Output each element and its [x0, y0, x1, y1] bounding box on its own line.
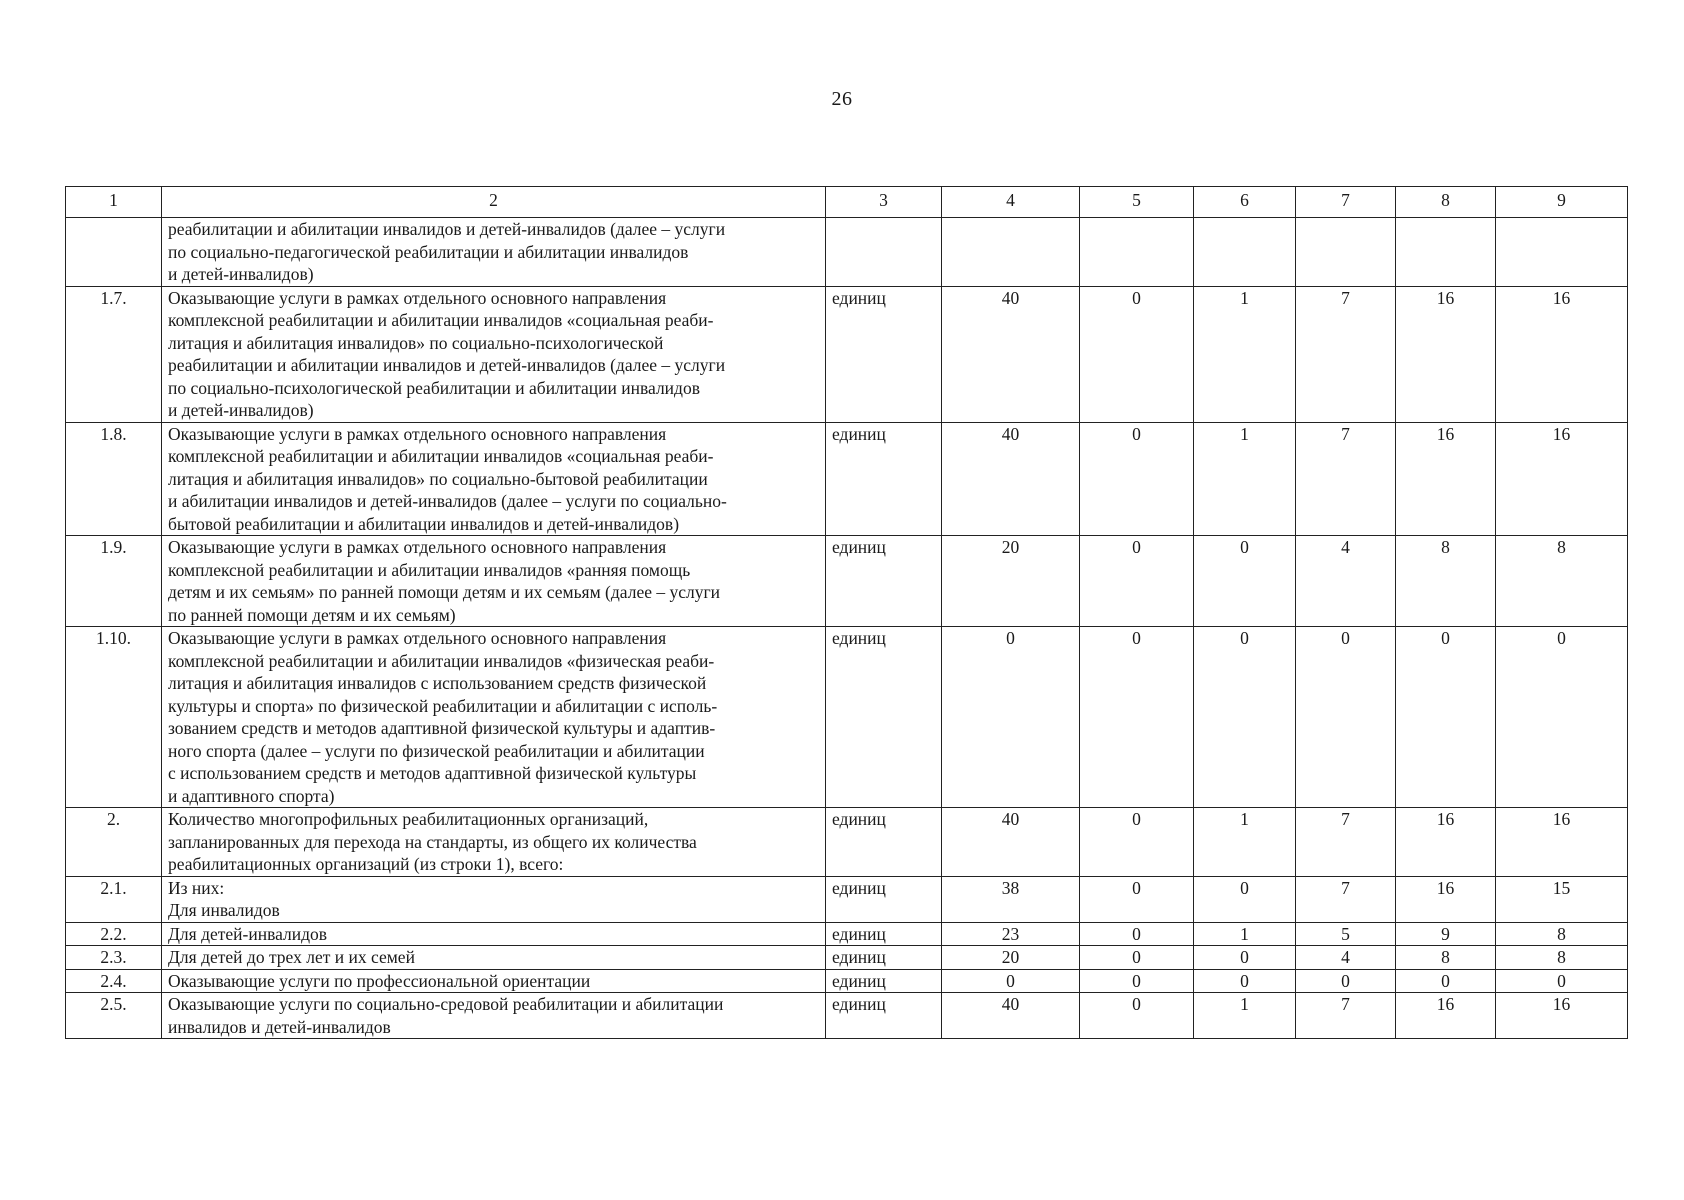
- row-value: 1: [1194, 993, 1296, 1039]
- description-line: ного спорта (далее – услуги по физической реабилитации и абилитации: [168, 740, 705, 761]
- row-value: 0: [1080, 808, 1194, 877]
- row-description: [162, 969, 826, 993]
- row-value: 0: [1080, 536, 1194, 627]
- row-unit: единиц: [826, 922, 942, 946]
- row-value: 16: [1396, 876, 1496, 922]
- row-value: 15: [1496, 876, 1628, 922]
- row-value: 0: [1080, 286, 1194, 422]
- row-number: 1.10.: [66, 627, 162, 808]
- description-line: комплексной реабилитации и абилитации инвалидов «социальная реаби-: [168, 310, 714, 330]
- row-value: 38: [942, 876, 1080, 922]
- description-line: литация и абилитация инвалидов с использованием средств физической: [168, 673, 707, 693]
- description-line: Из них:: [168, 877, 225, 898]
- table-row: [66, 422, 1628, 536]
- description-line: Оказывающие услуги в рамках отдельного основного направления: [168, 287, 667, 308]
- row-value: 16: [1496, 808, 1628, 877]
- description-line: Оказывающие услуги в рамках отдельного основного направления: [168, 423, 667, 444]
- row-value: 16: [1396, 808, 1496, 877]
- description-line: Количество многопрофильных реабилитационных организаций,: [168, 809, 649, 829]
- column-header: 6: [1194, 187, 1296, 218]
- column-header: 2: [162, 187, 826, 218]
- column-header: 7: [1296, 187, 1396, 218]
- row-value: 40: [942, 286, 1080, 422]
- row-unit: единиц: [826, 993, 942, 1039]
- row-value: 9: [1396, 922, 1496, 946]
- description-line: Оказывающие услуги в рамках отдельного основного направления: [168, 628, 667, 648]
- row-unit: единиц: [826, 946, 942, 970]
- page-number: 26: [831, 88, 853, 110]
- description-line: по ранней помощи детям и их семьям): [168, 604, 456, 625]
- row-unit: единиц: [826, 876, 942, 922]
- description-line: литация и абилитация инвалидов» по социально-бытовой реабилитации: [168, 468, 708, 489]
- row-value: 0: [1194, 876, 1296, 922]
- description-line: бытовой реабилитации и абилитации инвалидов и детей-инвалидов): [168, 513, 680, 534]
- row-description: [162, 627, 826, 808]
- row-value: 0: [1194, 627, 1296, 808]
- row-unit: единиц: [826, 422, 942, 536]
- description-line: инвалидов и детей-инвалидов: [168, 1016, 391, 1037]
- header-row: [66, 187, 1628, 218]
- row-description: [162, 993, 826, 1039]
- row-value: 0: [1296, 969, 1396, 993]
- row-value: 16: [1496, 286, 1628, 422]
- row-description: [162, 808, 826, 877]
- row-number: 1.7.: [66, 286, 162, 422]
- row-number: 2.5.: [66, 993, 162, 1039]
- table-row: [66, 627, 1628, 808]
- description-line: реабилитации и абилитации инвалидов и детей-инвалидов (далее – услуги: [168, 355, 726, 375]
- row-value: 0: [1194, 946, 1296, 970]
- row-value: 5: [1296, 922, 1396, 946]
- row-value: 1: [1194, 808, 1296, 877]
- description-line: и адаптивного спорта): [168, 785, 335, 806]
- description-line: с использованием средств и методов адаптивной физической культуры: [168, 763, 697, 783]
- table-row: [66, 946, 1628, 970]
- row-value: [1496, 218, 1628, 287]
- row-value: 0: [1496, 627, 1628, 808]
- row-description: [162, 946, 826, 970]
- row-value: 20: [942, 536, 1080, 627]
- column-header: 1: [66, 187, 162, 218]
- description-line: реабилитационных организаций (из строки 1), всего:: [168, 854, 564, 874]
- row-value: 16: [1496, 422, 1628, 536]
- table-row: [66, 218, 1628, 287]
- row-value: 0: [1496, 969, 1628, 993]
- description-line: комплексной реабилитации и абилитации инвалидов «социальная реаби-: [168, 446, 714, 466]
- row-description: [162, 536, 826, 627]
- row-value: 0: [1080, 946, 1194, 970]
- row-value: 0: [1194, 969, 1296, 993]
- row-value: 0: [1396, 627, 1496, 808]
- description-line: Для инвалидов: [168, 900, 280, 920]
- description-line: Оказывающие услуги по профессиональной ориентации: [168, 970, 591, 991]
- row-value: 1: [1194, 422, 1296, 536]
- row-value: 1: [1194, 922, 1296, 946]
- row-value: 7: [1296, 808, 1396, 877]
- row-value: 16: [1396, 422, 1496, 536]
- row-unit: единиц: [826, 969, 942, 993]
- row-value: [1396, 218, 1496, 287]
- row-value: 0: [1080, 422, 1194, 536]
- description-line: и детей-инвалидов): [168, 264, 314, 284]
- row-description: [162, 218, 826, 287]
- row-value: 7: [1296, 993, 1396, 1039]
- row-value: [942, 218, 1080, 287]
- row-value: 23: [942, 922, 1080, 946]
- description-line: детям и их семьям» по ранней помощи детям и их семьям (далее – услуги: [168, 582, 721, 602]
- table-row: [66, 286, 1628, 422]
- row-number: 2.2.: [66, 922, 162, 946]
- row-value: 8: [1396, 536, 1496, 627]
- row-value: 8: [1496, 536, 1628, 627]
- row-value: 16: [1396, 286, 1496, 422]
- row-unit: единиц: [826, 536, 942, 627]
- table-row: [66, 993, 1628, 1039]
- row-value: 0: [1396, 969, 1496, 993]
- description-line: реабилитации и абилитации инвалидов и детей-инвалидов (далее – услуги: [168, 219, 726, 239]
- row-description: [162, 922, 826, 946]
- column-header: 3: [826, 187, 942, 218]
- table-row: [66, 808, 1628, 877]
- row-value: 16: [1496, 993, 1628, 1039]
- row-value: 40: [942, 993, 1080, 1039]
- row-value: 8: [1496, 922, 1628, 946]
- data-table: [65, 186, 1628, 1039]
- row-number: 1.9.: [66, 536, 162, 627]
- row-value: 0: [1194, 536, 1296, 627]
- row-value: 0: [1080, 876, 1194, 922]
- description-line: по социально-педагогической реабилитации и абилитации инвалидов: [168, 241, 689, 262]
- description-line: Оказывающие услуги в рамках отдельного основного направления: [168, 537, 667, 557]
- row-value: 20: [942, 946, 1080, 970]
- row-description: [162, 286, 826, 422]
- description-line: культуры и спорта» по физической реабилитации и абилитации с исполь-: [168, 695, 718, 716]
- row-value: 0: [1080, 922, 1194, 946]
- table-row: [66, 536, 1628, 627]
- column-header: 9: [1496, 187, 1628, 218]
- description-line: зованием средств и методов адаптивной физической культуры и адаптив-: [168, 718, 716, 738]
- row-unit: единиц: [826, 286, 942, 422]
- row-description: [162, 422, 826, 536]
- row-number: [66, 218, 162, 287]
- description-line: Оказывающие услуги по социально-средовой реабилитации и абилитации: [168, 994, 724, 1014]
- row-number: 2.4.: [66, 969, 162, 993]
- table-row: [66, 922, 1628, 946]
- row-value: [1080, 218, 1194, 287]
- row-value: 40: [942, 808, 1080, 877]
- column-header: 5: [1080, 187, 1194, 218]
- row-value: 7: [1296, 286, 1396, 422]
- column-header: 4: [942, 187, 1080, 218]
- row-value: 0: [942, 627, 1080, 808]
- row-value: 16: [1396, 993, 1496, 1039]
- description-line: Для детей-инвалидов: [168, 923, 328, 944]
- row-value: 4: [1296, 946, 1396, 970]
- row-unit: единиц: [826, 808, 942, 877]
- row-value: 40: [942, 422, 1080, 536]
- table-row: [66, 969, 1628, 993]
- description-line: комплексной реабилитации и абилитации инвалидов «ранняя помощь: [168, 559, 691, 580]
- description-line: Для детей до трех лет и их семей: [168, 947, 415, 967]
- row-value: 4: [1296, 536, 1396, 627]
- row-value: 1: [1194, 286, 1296, 422]
- row-value: [1194, 218, 1296, 287]
- table-row: [66, 876, 1628, 922]
- row-unit: [826, 218, 942, 287]
- description-line: по социально-психологической реабилитации и абилитации инвалидов: [168, 377, 700, 398]
- row-value: 0: [1080, 993, 1194, 1039]
- description-line: и детей-инвалидов): [168, 400, 314, 420]
- row-description: [162, 876, 826, 922]
- row-value: 8: [1396, 946, 1496, 970]
- row-value: [1296, 218, 1396, 287]
- column-header: 8: [1396, 187, 1496, 218]
- row-number: 2.: [66, 808, 162, 877]
- row-unit: единиц: [826, 627, 942, 808]
- row-number: 2.3.: [66, 946, 162, 970]
- row-number: 2.1.: [66, 876, 162, 922]
- row-number: 1.8.: [66, 422, 162, 536]
- row-value: 8: [1496, 946, 1628, 970]
- row-value: 7: [1296, 876, 1396, 922]
- description-line: запланированных для перехода на стандарты, из общего их количества: [168, 831, 697, 852]
- row-value: 0: [1296, 627, 1396, 808]
- row-value: 7: [1296, 422, 1396, 536]
- description-line: литация и абилитация инвалидов» по социально-психологической: [168, 332, 664, 353]
- row-value: 0: [942, 969, 1080, 993]
- row-value: 0: [1080, 969, 1194, 993]
- row-value: 0: [1080, 627, 1194, 808]
- description-line: и абилитации инвалидов и детей-инвалидов (далее – услуги по социально-: [168, 491, 727, 511]
- description-line: комплексной реабилитации и абилитации инвалидов «физическая реаби-: [168, 650, 715, 671]
